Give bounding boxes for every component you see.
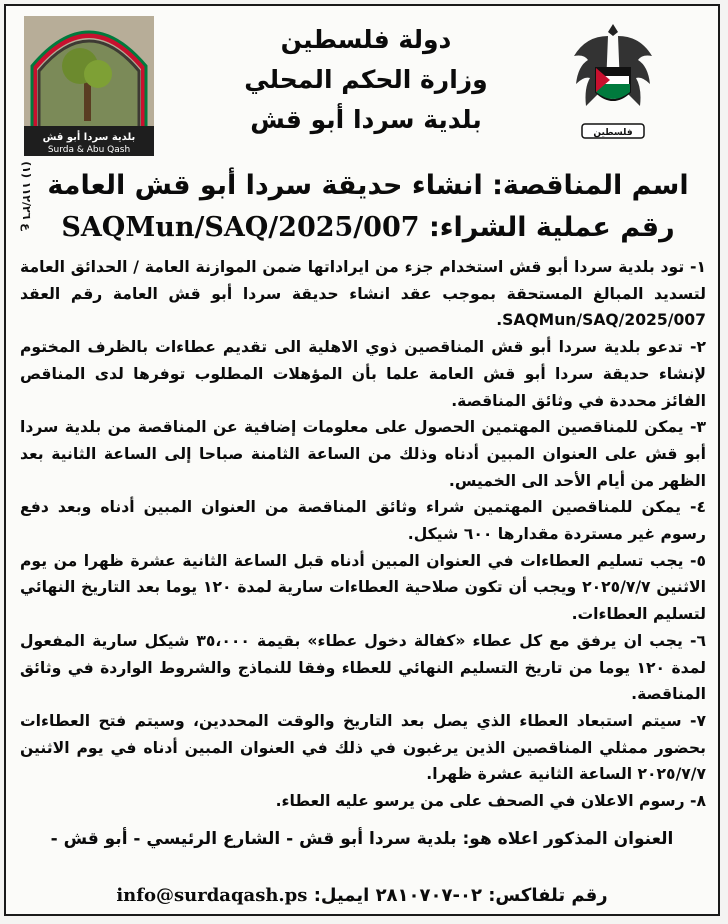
address-line: العنوان المذكور اعلاه هو: بلدية سردا أبو قش - الشارع الرئيسي - أبو قش - xyxy=(50,829,674,849)
side-reference-text: ع ١١٢/٢٦ (١) xyxy=(20,161,33,231)
tender-code: SAQMun/SAQ/2025/007 xyxy=(61,212,420,243)
contact-label: رقم تلفاكس: ٠٢-٢٨١٠٧٠٧ ايميل: xyxy=(313,885,608,906)
side-reference-number xyxy=(12,161,34,231)
paragraph-4: ٤- يمكن للمناقصين المهتمين شراء وثائق المناقصة من العنوان المبين أدناه وبعد دفع رسوم غير مستردة مقدارها ٦٠٠ شيكل. xyxy=(20,498,706,544)
tender-title: اسم المناقصة: انشاء حديقة سردا أبو قش العامة xyxy=(47,170,689,201)
palestine-eagle-emblem-icon xyxy=(568,16,658,146)
emblem-label: فلسطين xyxy=(593,128,633,138)
tender-code-label: رقم عملية الشراء: xyxy=(428,212,675,243)
paragraph-6: ٦- يجب ان يرفق مع كل عطاء «كفالة دخول عطاء» بقيمة ٣٥،٠٠٠ شيكل سارية المفعول لمدة ١٢٠ يوما من تاريخ التسليم النهائي للعطاء وفقا للنماذج والشروط الواردة في وثائق المناقصة. xyxy=(20,631,706,704)
municipality-logo-icon xyxy=(24,16,154,156)
paragraph-5: ٥- يجب تسليم العطاءات في العنوان المبين أدناه قبل الساعة الثانية عشرة ظهرا من يوم الاثنين ٢٠٢٥/٧/٧ ويجب أن تكون صلاحية العطاءات سارية لمدة ١٢٠ يوما بعد التاريخ النهائي لتسليم العطاءات. xyxy=(20,551,706,624)
email-link[interactable]: info@surdaqash.ps xyxy=(116,885,308,906)
paragraph-8: ٨- رسوم الاعلان في الصحف على من يرسو عليه العطاء. xyxy=(275,792,706,811)
paragraph-3: ٣- يمكن للمناقصين المهتمين الحصول على معلومات إضافية عن المناقصة من بلدية سردا أبو قش على العنوان المبين أدناه وذلك من الساعة الثامنة صباحا إلى الساعة الثانية بعد الظهر من أيام الأحد الى الخميس. xyxy=(20,418,706,490)
logo-arabic-name: بلدية سردا أبو قش xyxy=(42,132,136,143)
tender-body xyxy=(20,254,706,815)
header-municipality: بلدية سردا أبو قش xyxy=(250,105,482,134)
logo-english-name: Surda & Abu Qash xyxy=(47,145,131,155)
header-state: دولة فلسطين xyxy=(280,25,452,54)
paragraph-7: ٧- سيتم استبعاد العطاء الذي يصل بعد التاريخ والوقت المحددين، وسيتم فتح العطاءات بحضور ممثلي المناقصين الذين يرغبون في ذلك في العنوان المبين أدناه في يوم الاثنين ٢٠٢٥/٧/٧ الساعة الثانية عشرة ظهرا. xyxy=(20,711,706,784)
header-ministry: وزارة الحكم المحلي xyxy=(244,65,488,94)
contact-line xyxy=(20,882,704,910)
tender-announcement xyxy=(4,4,720,916)
tender-code-line xyxy=(46,208,690,248)
paragraph-2: ٢- تدعو بلدية سردا أبو قش المناقصين ذوي الاهلية الى تقديم عطاءات بالظرف المختوم لإنشاء حديقة سردا أبو قش العامة علما بأن المؤهلات المطلوب توفرها لدى المناقص الفائز محددة في وثائق المناقصة. xyxy=(20,338,706,410)
paragraph-1: ١- تود بلدية سردا أبو قش استخدام جزء من ايراداتها ضمن الموازنة العامة / الحدائق العامة لتسديد المبالغ المستحقة بموجب عقد انشاء حديقة سردا أبو قش العامة رقم العقد SAQMun/SAQ/2025/007. xyxy=(20,258,706,330)
page-header xyxy=(186,20,546,140)
